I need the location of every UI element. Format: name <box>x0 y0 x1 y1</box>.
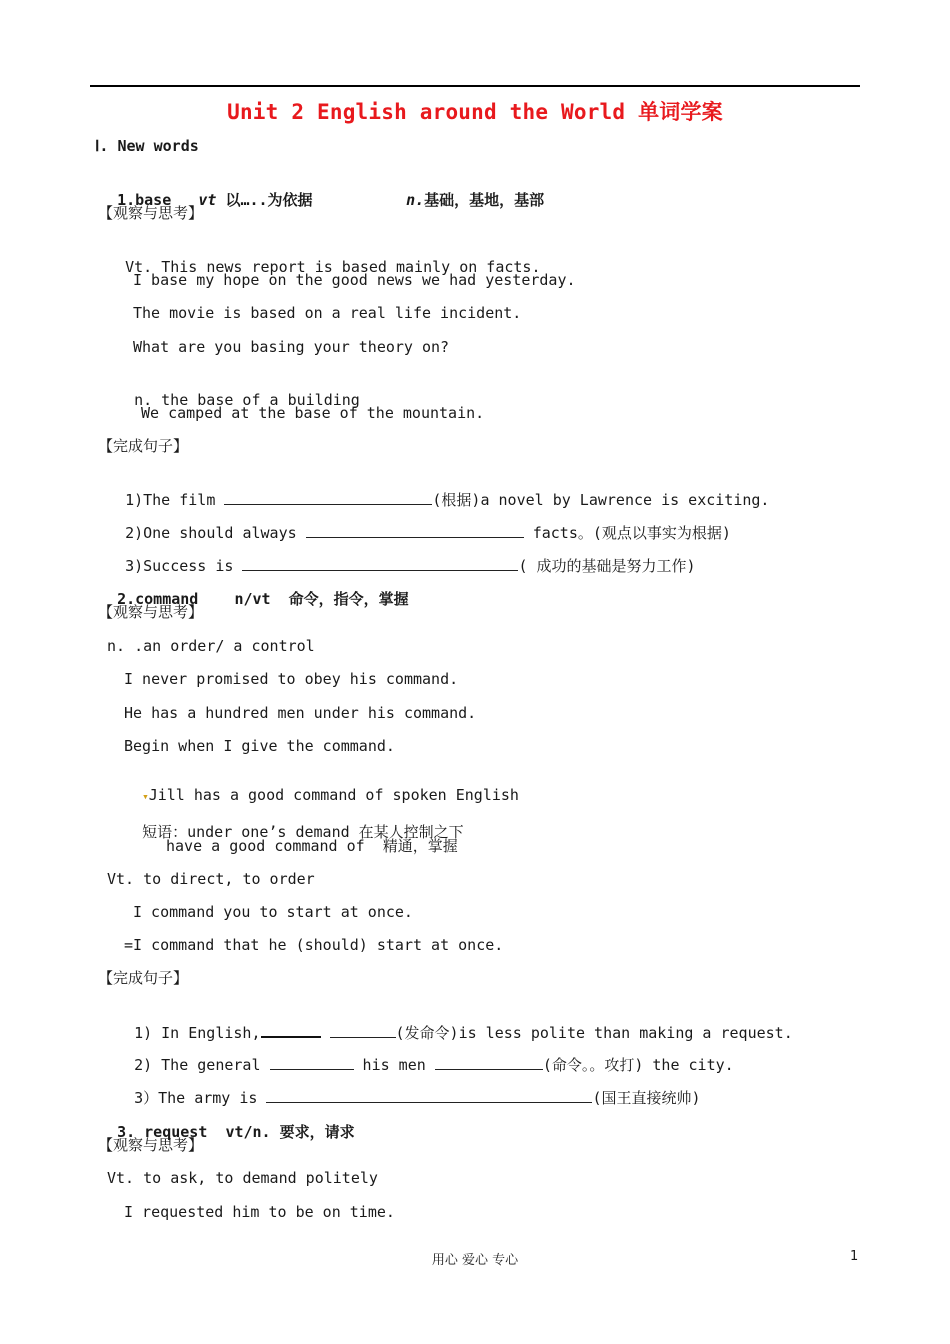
example-sentence: I never promised to obey his command. <box>124 670 459 688</box>
page-footer: 用心 爱心 专心 <box>431 1253 519 1268</box>
word-heading-base-noun <box>388 170 544 210</box>
meaning-request: 要求，请求 <box>279 1123 355 1141</box>
exercise-text: ( 成功的基础是努力工作) <box>518 557 696 575</box>
meaning-vt: 以…..为依据 <box>225 191 313 209</box>
exercise-text: 2) The general <box>134 1056 261 1074</box>
example-sentence: I requested him to be on time. <box>124 1203 395 1221</box>
page-number: 1 <box>850 1249 859 1264</box>
complete-label: 【完成句子】 <box>98 437 189 455</box>
exercise-text: 1)The film <box>125 491 216 509</box>
exercise-text: (根据)a novel by Lawrence is exciting. <box>432 491 770 509</box>
exercise-text: 1) In English, <box>134 1024 261 1042</box>
observe-label: 【观察与思考】 <box>98 1136 204 1154</box>
definition-line: Vt. to ask, to demand politely <box>107 1169 378 1187</box>
pos-vtn: vt/n. <box>225 1123 271 1141</box>
answer-blank[interactable] <box>266 1088 592 1103</box>
example-sentence: He has a hundred men under his command. <box>124 704 477 722</box>
exercise-text: (命令。。攻打) the city. <box>542 1056 734 1074</box>
pos-nvt: n/vt <box>234 590 271 608</box>
example-sentence: I command you to start at once. <box>133 903 413 921</box>
phrase-label: 短语： <box>142 823 188 841</box>
observe-label: 【观察与思考】 <box>98 204 204 222</box>
word-command: 2.command <box>117 590 199 608</box>
header-rule <box>90 85 860 87</box>
exercise-text: 3)Success is <box>125 557 234 575</box>
example-sentence: the base of a building <box>161 391 360 409</box>
exercise-text: facts。(观点以事实为根据) <box>523 524 731 542</box>
vt-prefix: Vt. <box>125 258 153 276</box>
definition-line: n. .an order/ a control <box>107 637 315 655</box>
phrase-text: have a good command of 精通，掌握 <box>166 837 458 855</box>
complete-label: 【完成句子】 <box>98 969 189 987</box>
page-title: Unit 2 English around the World 单词学案 <box>227 100 723 124</box>
example-sentence: Begin when I give the command. <box>124 737 395 755</box>
n-prefix: n. <box>134 391 153 409</box>
example-sentence: We camped at the base of the mountain. <box>141 404 485 422</box>
example-line <box>124 765 519 807</box>
section-heading: Ⅰ. New words <box>95 137 199 155</box>
phrase-text: under one’s demand 在某人控制之下 <box>187 823 464 841</box>
example-sentence: Jill has a good command of spoken English <box>148 786 519 804</box>
observe-label: 【观察与思考】 <box>98 603 204 621</box>
pos-n: n. <box>406 191 425 209</box>
example-sentence: =I command that he (should) start at once. <box>124 936 504 954</box>
pos-vt: vt <box>198 191 217 209</box>
meaning-n: 基础，基地，基部 <box>424 191 545 209</box>
edit-mark-icon: ▾ <box>142 790 149 803</box>
example-sentence: What are you basing your theory on? <box>133 338 450 356</box>
exercise-text: 2)One should always <box>125 524 297 542</box>
word-request: 3. request <box>117 1123 208 1141</box>
definition-line: Vt. to direct, to order <box>107 870 315 888</box>
example-sentence: This news report is based mainly on facts. <box>161 258 541 276</box>
word-base: 1.base <box>117 191 172 209</box>
exercise-text: (国王直接统帅) <box>592 1089 701 1107</box>
exercise-text: his men <box>353 1056 435 1074</box>
exercise-text: 3）The army is <box>134 1089 258 1107</box>
example-sentence: I base my hope on the good news we had yesterday. <box>133 271 576 289</box>
meaning-command: 命令，指令，掌握 <box>288 590 409 608</box>
example-sentence: The movie is based on a real life incident. <box>133 304 522 322</box>
exercise-text: (发命令)is less polite than making a request. <box>395 1024 793 1042</box>
